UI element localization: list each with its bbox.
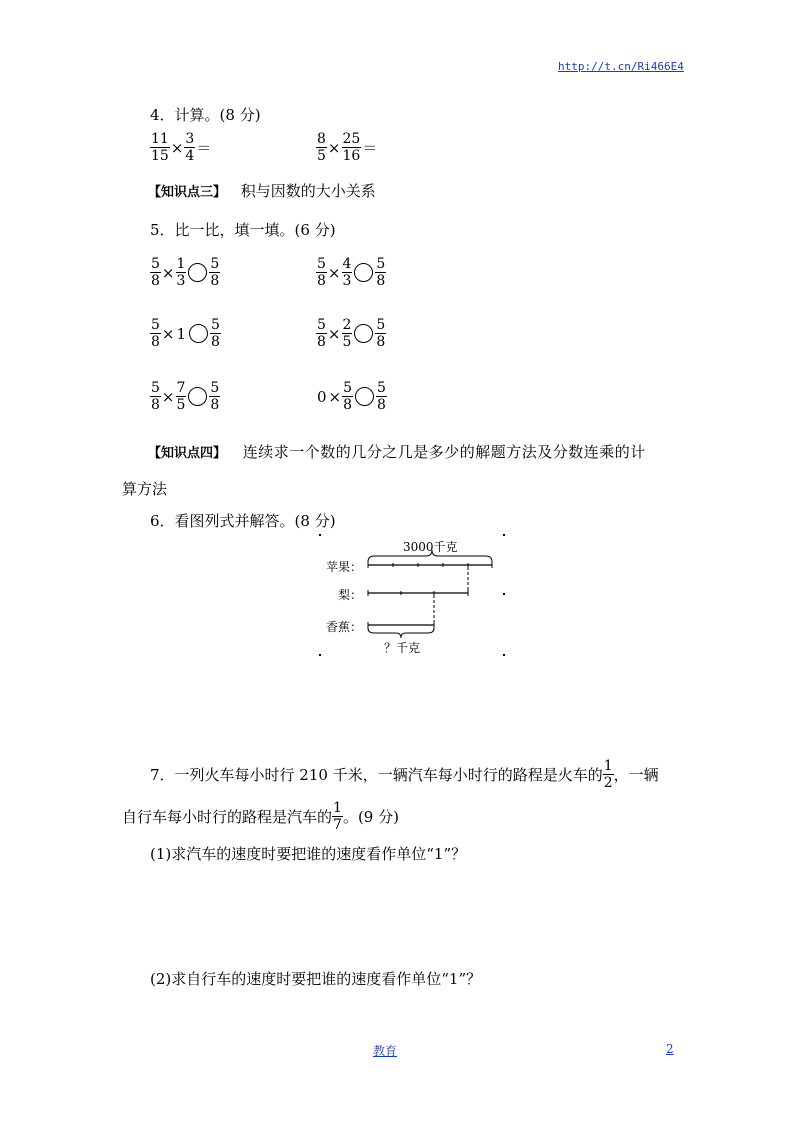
knowledge-point-4-cont: 算方法 bbox=[122, 480, 168, 498]
q6-title: 6．看图列式并解答。(8 分) bbox=[150, 512, 336, 530]
q5-expr: $\frac{5}{8}$ × $\frac{1}{3}$ $\frac{5}{8}$ bbox=[151, 256, 220, 289]
q7-line-1 bbox=[150, 758, 659, 791]
kp-tag: 【知识点四】 bbox=[148, 446, 227, 461]
q5-expr: 0 × $\frac{5}{8}$ $\frac{5}{8}$ bbox=[317, 380, 386, 413]
q7-text: ，一辆 bbox=[613, 766, 659, 784]
answer-circle[interactable] bbox=[189, 324, 208, 343]
answer-circle[interactable] bbox=[354, 324, 373, 343]
answer-circle[interactable] bbox=[188, 263, 207, 282]
q7-sub-1: (1)求汽车的速度时要把谁的速度看作单位“1”？ bbox=[150, 845, 467, 863]
equals-sign: ＝ bbox=[196, 139, 212, 157]
q5-expr: $\frac{5}{8}$ × $\frac{2}{5}$ $\frac{5}{8}$ bbox=[317, 317, 386, 350]
page-number: 2 bbox=[666, 1042, 674, 1056]
q4-expr-1 bbox=[150, 131, 212, 164]
apple-label: 苹果： bbox=[326, 560, 363, 574]
fraction: $\frac{8}{5}$ bbox=[317, 131, 326, 164]
line-segment-diagram bbox=[316, 532, 511, 658]
q5-expr: $\frac{5}{8}$ × $\frac{7}{5}$ $\frac{5}{8}$ bbox=[151, 380, 220, 413]
answer-circle[interactable] bbox=[355, 387, 374, 406]
header-link[interactable]: http://t.cn/Ri466E4 bbox=[558, 60, 684, 73]
answer-circle[interactable] bbox=[188, 387, 207, 406]
equals-sign: ＝ bbox=[362, 139, 378, 157]
knowledge-point-3 bbox=[148, 180, 376, 201]
unknown-label: ？千克 bbox=[384, 641, 421, 655]
q4-title: 4．计算。(8 分) bbox=[150, 106, 261, 124]
q7-sub-2: (2)求自行车的速度时要把谁的速度看作单位“1”？ bbox=[150, 970, 482, 988]
kp-tag: 【知识点三】 bbox=[148, 185, 227, 200]
fraction: $\frac{25}{16}$ bbox=[342, 131, 361, 164]
fraction: $\frac{3}{4}$ bbox=[185, 131, 195, 164]
q5-expr: $\frac{5}{8}$ × 1 $\frac{5}{8}$ bbox=[151, 317, 220, 350]
q7-text: 。(9 分) bbox=[342, 808, 399, 826]
answer-circle[interactable] bbox=[354, 263, 373, 282]
fraction: $\frac{11}{15}$ bbox=[151, 131, 169, 164]
q4-expr-2 bbox=[316, 131, 378, 164]
q7-text: 7．一列火车每小时行 210 千米，一辆汽车每小时行的路程是火车的 bbox=[150, 766, 603, 784]
fraction: $\frac{1}{2}$ bbox=[603, 758, 613, 791]
knowledge-point-4 bbox=[148, 441, 646, 462]
q7-text: 自行车每小时行的路程是汽车的 bbox=[122, 808, 333, 826]
banana-label: 香蕉： bbox=[326, 620, 363, 634]
times-sign: × bbox=[327, 138, 341, 157]
times-sign: × bbox=[170, 138, 184, 157]
pear-label: 梨： bbox=[338, 588, 363, 602]
footer-link[interactable]: 教育 bbox=[373, 1044, 398, 1058]
kp-text: 连续求一个数的几分之几是多少的解题方法及分数连乘的计 bbox=[242, 443, 646, 461]
q5-expr: $\frac{5}{8}$ × $\frac{4}{3}$ $\frac{5}{8}$ bbox=[317, 256, 386, 289]
total-label: 3000千克 bbox=[403, 540, 458, 554]
q5-title: 5．比一比，填一填。(6 分) bbox=[150, 221, 336, 239]
kp-text: 积与因数的大小关系 bbox=[240, 182, 376, 200]
fraction: $\frac{1}{7}$ bbox=[333, 800, 342, 833]
q7-line-2 bbox=[122, 800, 399, 833]
